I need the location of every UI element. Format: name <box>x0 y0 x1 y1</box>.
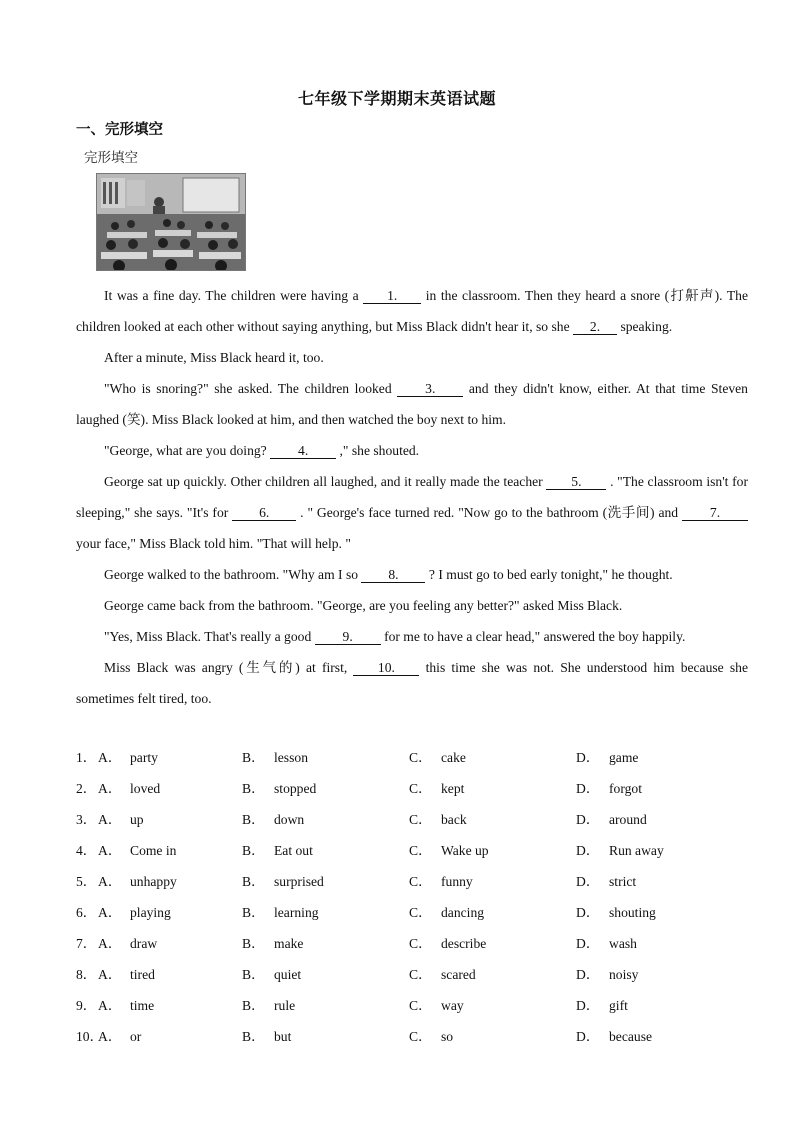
question-row <box>76 959 756 990</box>
option-letter-b: B． <box>242 843 265 858</box>
option-c: dancing <box>441 905 485 920</box>
option-c: scared <box>441 967 476 982</box>
option-letter-a: A． <box>98 843 122 858</box>
question-row <box>76 835 756 866</box>
option-letter-d: D． <box>576 905 600 920</box>
option-a: or <box>130 1029 142 1044</box>
passage-text: Miss Black was angry (生气的) at first, <box>104 660 348 675</box>
option-letter-d: D． <box>576 843 600 858</box>
option-letter-a: A． <box>98 998 122 1013</box>
option-letter-c: C． <box>409 843 432 858</box>
option-d: forgot <box>609 781 642 796</box>
passage-text: . " George's face turned red. "Now go to the bathroom (洗手间) and <box>300 505 679 520</box>
option-letter-a: A． <box>98 812 122 827</box>
passage-paragraph: George came back from the bathroom. "George, are you feeling any better?" asked Miss Black. <box>104 598 623 613</box>
option-letter-d: D． <box>576 936 600 951</box>
blank-2: 2. <box>573 319 617 335</box>
option-b: stopped <box>274 781 317 796</box>
option-letter-c: C． <box>409 874 432 889</box>
blank-3: 3. <box>397 381 463 397</box>
question-number: 3． <box>76 812 97 827</box>
option-c: back <box>441 812 467 827</box>
passage-text: ? I must go to bed early tonight," he thought. <box>428 567 673 582</box>
option-letter-b: B． <box>242 1029 265 1044</box>
question-row <box>76 1021 756 1052</box>
blank-10: 10. <box>353 660 419 676</box>
option-letter-b: B． <box>242 874 265 889</box>
blank-1: 1. <box>363 288 421 304</box>
section-heading: 一、完形填空 <box>76 122 163 138</box>
option-b: Eat out <box>274 843 313 858</box>
question-row <box>76 773 756 804</box>
passage-text: for me to have a clear head," answered the boy happily. <box>384 629 686 644</box>
blank-8: 8. <box>361 567 425 583</box>
option-letter-d: D． <box>576 998 600 1013</box>
option-a: tired <box>130 967 155 982</box>
passage-paragraph <box>76 559 748 590</box>
option-letter-c: C． <box>409 905 432 920</box>
classroom-photo <box>96 173 246 271</box>
option-letter-c: C． <box>409 812 432 827</box>
option-letter-b: B． <box>242 998 265 1013</box>
question-number: 5． <box>76 874 97 889</box>
reading-passage <box>76 280 748 714</box>
question-number: 9． <box>76 998 97 1013</box>
option-d: because <box>609 1029 653 1044</box>
option-d: gift <box>609 998 628 1013</box>
passage-paragraph: After a minute, Miss Black heard it, too. <box>104 350 324 365</box>
passage-text: George walked to the bathroom. "Why am I so <box>104 567 359 582</box>
option-letter-c: C． <box>409 1029 432 1044</box>
option-b: down <box>274 812 305 827</box>
option-a: loved <box>130 781 161 796</box>
option-letter-a: A． <box>98 1029 122 1044</box>
option-letter-d: D． <box>576 874 600 889</box>
option-b: rule <box>274 998 296 1013</box>
question-number: 4． <box>76 843 97 858</box>
question-number: 10． <box>76 1029 104 1044</box>
passage-text: this time she was not. She understood him because she sometimes felt tired, too. <box>76 660 748 706</box>
option-letter-a: A． <box>98 905 122 920</box>
option-a: Come in <box>130 843 177 858</box>
option-letter-c: C． <box>409 750 432 765</box>
option-d: Run away <box>609 843 664 858</box>
option-b: make <box>274 936 304 951</box>
blank-9: 9. <box>315 629 381 645</box>
passage-text: It was a fine day. The children were having a <box>104 288 359 303</box>
option-letter-a: A． <box>98 750 122 765</box>
option-a: up <box>130 812 144 827</box>
blank-4: 4. <box>270 443 336 459</box>
option-d: noisy <box>609 967 639 982</box>
question-number: 1． <box>76 750 97 765</box>
option-c: funny <box>441 874 473 889</box>
answer-options <box>76 742 756 1052</box>
passage-text: "Who is snoring?" she asked. The children looked <box>104 381 392 396</box>
classroom-photo-image <box>97 174 245 270</box>
option-letter-b: B． <box>242 936 265 951</box>
option-c: way <box>441 998 464 1013</box>
option-letter-a: A． <box>98 936 122 951</box>
passage-text: your face," Miss Black told him. "That will help. " <box>76 536 351 551</box>
option-letter-d: D． <box>576 967 600 982</box>
question-row <box>76 928 756 959</box>
option-b: surprised <box>274 874 324 889</box>
option-letter-c: C． <box>409 936 432 951</box>
option-a: party <box>130 750 158 765</box>
option-letter-d: D． <box>576 1029 600 1044</box>
blank-5: 5. <box>546 474 606 490</box>
option-letter-a: A． <box>98 874 122 889</box>
option-b: lesson <box>274 750 308 765</box>
question-number: 8． <box>76 967 97 982</box>
option-d: around <box>609 812 647 827</box>
option-a: playing <box>130 905 171 920</box>
option-letter-b: B． <box>242 812 265 827</box>
option-d: shouting <box>609 905 656 920</box>
option-c: so <box>441 1029 454 1044</box>
passage-paragraph <box>76 280 748 342</box>
passage-text: in the classroom. Then they heard a snore (打鼾声). The children looked at each other without saying anything, but Miss Black didn't hear it, so she <box>76 288 748 334</box>
passage-paragraph <box>76 466 748 559</box>
question-row <box>76 742 756 773</box>
passage-paragraph <box>76 621 748 652</box>
option-letter-d: D． <box>576 781 600 796</box>
option-letter-b: B． <box>242 750 265 765</box>
option-c: cake <box>441 750 466 765</box>
option-letter-b: B． <box>242 781 265 796</box>
blank-6: 6. <box>232 505 296 521</box>
option-c: Wake up <box>441 843 489 858</box>
option-letter-c: C． <box>409 781 432 796</box>
option-d: strict <box>609 874 637 889</box>
passage-text: "George, what are you doing? <box>104 443 267 458</box>
passage-text: ," she shouted. <box>339 443 420 458</box>
passage-text: George sat up quickly. Other children all laughed, and it really made the teacher <box>104 474 543 489</box>
option-a: unhappy <box>130 874 177 889</box>
option-d: wash <box>609 936 637 951</box>
option-a: draw <box>130 936 158 951</box>
option-a: time <box>130 998 155 1013</box>
passage-paragraph <box>76 435 748 466</box>
option-letter-b: B． <box>242 905 265 920</box>
option-b: quiet <box>274 967 302 982</box>
passage-text: speaking. <box>620 319 673 334</box>
passage-text: "Yes, Miss Black. That's really a good <box>104 629 312 644</box>
question-row <box>76 804 756 835</box>
option-letter-d: D． <box>576 812 600 827</box>
option-d: game <box>609 750 639 765</box>
blank-7: 7. <box>682 505 748 521</box>
question-number: 7． <box>76 936 97 951</box>
passage-text: and they didn't know, either. At that time Steven laughed (笑). Miss Black looked at him, and then watched the boy next to him. <box>76 381 748 427</box>
passage-paragraph <box>76 373 748 435</box>
option-c: describe <box>441 936 487 951</box>
passage-paragraph <box>76 652 748 714</box>
page-title: 七年级下学期期末英语试题 <box>297 89 496 108</box>
option-c: kept <box>441 781 465 796</box>
question-row <box>76 990 756 1021</box>
question-row <box>76 866 756 897</box>
question-number: 6． <box>76 905 97 920</box>
option-letter-d: D． <box>576 750 600 765</box>
question-number: 2． <box>76 781 97 796</box>
question-row <box>76 897 756 928</box>
option-letter-a: A． <box>98 967 122 982</box>
option-b: learning <box>274 905 319 920</box>
passage-text: . "The classroom isn't for sleeping," she says. "It's for <box>76 474 748 520</box>
option-b: but <box>274 1029 292 1044</box>
option-letter-c: C． <box>409 967 432 982</box>
sub-heading: 完形填空 <box>84 150 138 166</box>
option-letter-b: B． <box>242 967 265 982</box>
option-letter-c: C． <box>409 998 432 1013</box>
option-letter-a: A． <box>98 781 122 796</box>
